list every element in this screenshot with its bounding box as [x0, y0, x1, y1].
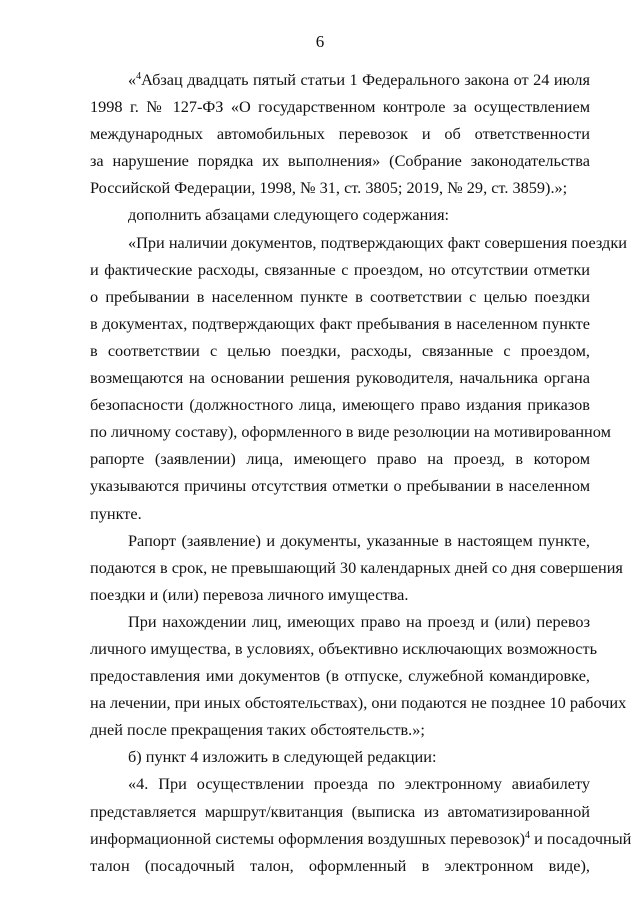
text-line: и фактические расходы, связанные с проездом, но отсутствии отметки — [90, 259, 590, 279]
text-line: информационной системы оформления воздушных перевозок)$^4$ и посадочный — [90, 828, 632, 848]
document-body — [90, 66, 632, 879]
footnote-marker: 4 — [136, 71, 142, 82]
page-number: 6 — [315, 32, 325, 51]
documents-paragraph — [90, 229, 627, 527]
text-line: представляется маршрут/квитанция (выписка из автоматизированной — [90, 801, 590, 821]
text-line: поездки и (или) перевоза личного имущества. — [90, 584, 409, 604]
text-line: на лечении, при иных обстоятельствах), они подаются не позднее 10 рабочих — [90, 693, 627, 713]
item-b-paragraph — [90, 743, 590, 770]
text-line: При нахождении лиц, имеющих право на проезд и (или) перевоз — [128, 611, 590, 631]
text-line: «$^4$Абзац двадцать пятый статьи 1 Федерального закона от 24 июля — [128, 70, 590, 89]
text-line: б) пункт 4 изложить в следующей редакции: — [128, 747, 437, 767]
text-line: за нарушение порядка их выполнения» (Собрание законодательства — [90, 151, 590, 171]
text-line: в документах, подтверждающих факт пребывания в населенном пункте — [90, 313, 590, 333]
text-line: международных автомобильных перевозок и об ответственности — [90, 124, 590, 144]
text-line: Российской Федерации, 1998, № 31, ст. 3805; 2019, № 29, ст. 3859).»; — [90, 178, 568, 198]
text-line: Рапорт (заявление) и документы, указанные в настоящем пункте, — [128, 530, 590, 550]
text-line: «При наличии документов, подтверждающих факт совершения поездки — [128, 232, 627, 252]
point-4-paragraph — [90, 770, 632, 878]
text-line: безопасности (должностного лица, имеющего право издания приказов — [90, 395, 590, 415]
text-line: пункте. — [90, 503, 142, 523]
footnote-marker: 4 — [525, 829, 531, 841]
text-line: «4. При осуществлении проезда по электронному авиабилету — [128, 774, 590, 794]
text-line: по личному составу), оформленного в виде резолюции на мотивированном — [90, 422, 611, 442]
text-line: рапорте (заявлении) лица, имеющего право на проезд, в котором — [90, 449, 590, 469]
text-line: указываются причины отсутствия отметки о пребывании в населенном — [90, 476, 590, 496]
footnote-quote-paragraph — [90, 66, 590, 201]
text-line: предоставления ими документов (в отпуске, служебной командировке, — [90, 666, 590, 686]
text-line: талон (посадочный талон, оформленный в электронном виде), — [90, 855, 590, 875]
text-line: дней после прекращения таких обстоятельств.»; — [90, 720, 425, 740]
circumstances-paragraph — [90, 608, 627, 743]
supplement-intro-paragraph — [90, 201, 590, 228]
text-line: о пребывании в населенном пункте в соответствии с целью поездки — [90, 286, 590, 306]
report-paragraph — [90, 527, 623, 608]
text-line: возмещаются на основании решения руководителя, начальника органа — [90, 368, 590, 388]
text-line: дополнить абзацами следующего содержания: — [128, 205, 450, 225]
text-line: личного имущества, в условиях, объективно исключающих возможность — [90, 638, 598, 658]
text-line: 1998 г. № 127-ФЗ «О государственном контроле за осуществлением — [90, 97, 590, 117]
text-line: подаются в срок, не превышающий 30 календарных дней со дня совершения — [90, 557, 623, 577]
text-line: в соответствии с целью поездки, расходы, связанные с проездом, — [90, 340, 590, 360]
